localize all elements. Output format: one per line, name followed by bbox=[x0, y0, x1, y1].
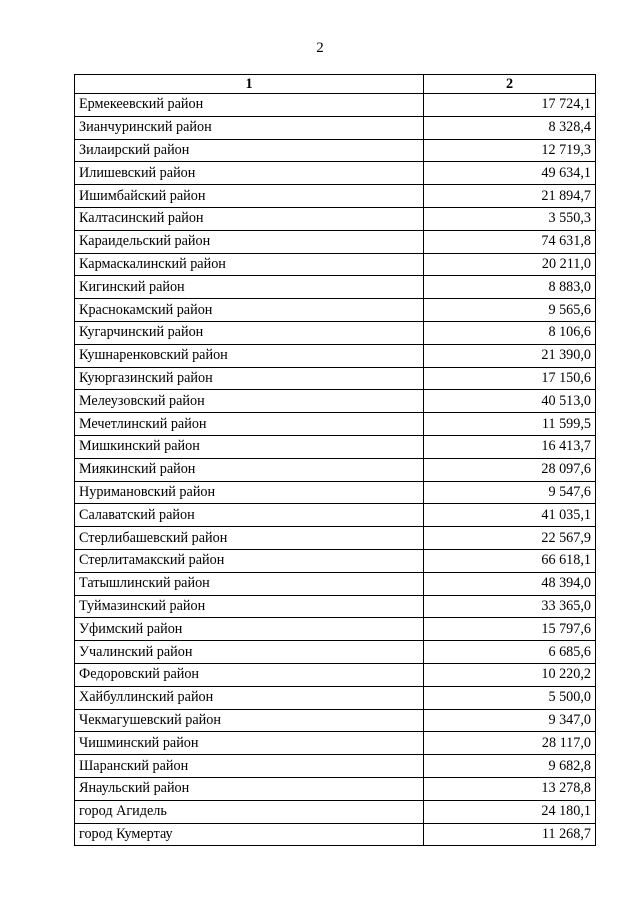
district-name-cell: Стерлитамакский район bbox=[75, 549, 424, 572]
district-name-cell: Нуримановский район bbox=[75, 481, 424, 504]
district-name-cell: Куюргазинский район bbox=[75, 367, 424, 390]
district-name-cell: Янаульский район bbox=[75, 777, 424, 800]
amount-cell: 8 328,4 bbox=[424, 116, 596, 139]
table-row bbox=[75, 481, 596, 504]
district-name-cell: Мечетлинский район bbox=[75, 413, 424, 436]
amount-cell: 11 268,7 bbox=[424, 823, 596, 846]
table-row bbox=[75, 595, 596, 618]
amount-cell: 5 500,0 bbox=[424, 686, 596, 709]
table-row bbox=[75, 504, 596, 527]
column-header-2: 2 bbox=[424, 75, 596, 94]
district-name-cell: Калтасинский район bbox=[75, 207, 424, 230]
amount-cell: 8 883,0 bbox=[424, 276, 596, 299]
district-name-cell: Чишминский район bbox=[75, 732, 424, 755]
district-name-cell: Зилаирский район bbox=[75, 139, 424, 162]
district-name-cell: город Агидель bbox=[75, 800, 424, 823]
table-row bbox=[75, 207, 596, 230]
amount-cell: 48 394,0 bbox=[424, 572, 596, 595]
district-name-cell: Кушнаренковский район bbox=[75, 344, 424, 367]
amount-cell: 9 565,6 bbox=[424, 299, 596, 322]
district-name-cell: Илишевский район bbox=[75, 162, 424, 185]
amount-cell: 74 631,8 bbox=[424, 230, 596, 253]
district-name-cell: Мелеузовский район bbox=[75, 390, 424, 413]
table-row bbox=[75, 663, 596, 686]
district-name-cell: город Кумертау bbox=[75, 823, 424, 846]
column-header-1: 1 bbox=[75, 75, 424, 94]
amount-cell: 49 634,1 bbox=[424, 162, 596, 185]
table-row bbox=[75, 549, 596, 572]
table-row bbox=[75, 572, 596, 595]
district-name-cell: Кигинский район bbox=[75, 276, 424, 299]
district-name-cell: Салаватский район bbox=[75, 504, 424, 527]
amount-cell: 9 682,8 bbox=[424, 755, 596, 778]
amount-cell: 66 618,1 bbox=[424, 549, 596, 572]
table-row bbox=[75, 299, 596, 322]
table-row bbox=[75, 230, 596, 253]
table-row bbox=[75, 276, 596, 299]
amount-cell: 8 106,6 bbox=[424, 321, 596, 344]
table-row bbox=[75, 185, 596, 208]
table-header-row bbox=[75, 75, 596, 94]
table-row bbox=[75, 709, 596, 732]
amount-cell: 40 513,0 bbox=[424, 390, 596, 413]
amount-cell: 22 567,9 bbox=[424, 527, 596, 550]
district-name-cell: Кармаскалинский район bbox=[75, 253, 424, 276]
table-row bbox=[75, 823, 596, 846]
district-name-cell: Уфимский район bbox=[75, 618, 424, 641]
table-body bbox=[75, 94, 596, 846]
table-row bbox=[75, 253, 596, 276]
table-row bbox=[75, 777, 596, 800]
amount-cell: 12 719,3 bbox=[424, 139, 596, 162]
amount-cell: 17 150,6 bbox=[424, 367, 596, 390]
district-name-cell: Ермекеевский район bbox=[75, 94, 424, 117]
table-row bbox=[75, 94, 596, 117]
table-row bbox=[75, 458, 596, 481]
amount-cell: 17 724,1 bbox=[424, 94, 596, 117]
district-name-cell: Мишкинский район bbox=[75, 435, 424, 458]
amount-cell: 13 278,8 bbox=[424, 777, 596, 800]
table-row bbox=[75, 732, 596, 755]
district-name-cell: Краснокамский район bbox=[75, 299, 424, 322]
table-row bbox=[75, 321, 596, 344]
district-name-cell: Туймазинский район bbox=[75, 595, 424, 618]
district-name-cell: Учалинский район bbox=[75, 641, 424, 664]
data-table bbox=[74, 74, 596, 846]
table-row bbox=[75, 755, 596, 778]
amount-cell: 28 097,6 bbox=[424, 458, 596, 481]
district-name-cell: Чекмагушевский район bbox=[75, 709, 424, 732]
district-name-cell: Ишимбайский район bbox=[75, 185, 424, 208]
amount-cell: 21 894,7 bbox=[424, 185, 596, 208]
amount-cell: 20 211,0 bbox=[424, 253, 596, 276]
district-name-cell: Хайбуллинский район bbox=[75, 686, 424, 709]
amount-cell: 9 347,0 bbox=[424, 709, 596, 732]
district-name-cell: Федоровский район bbox=[75, 663, 424, 686]
amount-cell: 33 365,0 bbox=[424, 595, 596, 618]
table-row bbox=[75, 527, 596, 550]
table-row bbox=[75, 344, 596, 367]
amount-cell: 28 117,0 bbox=[424, 732, 596, 755]
amount-cell: 21 390,0 bbox=[424, 344, 596, 367]
amount-cell: 41 035,1 bbox=[424, 504, 596, 527]
district-name-cell: Татышлинский район bbox=[75, 572, 424, 595]
table-row bbox=[75, 116, 596, 139]
table-row bbox=[75, 800, 596, 823]
district-name-cell: Шаранский район bbox=[75, 755, 424, 778]
table-row bbox=[75, 162, 596, 185]
amount-cell: 11 599,5 bbox=[424, 413, 596, 436]
table-row bbox=[75, 618, 596, 641]
district-name-cell: Зианчуринский район bbox=[75, 116, 424, 139]
district-name-cell: Кугарчинский район bbox=[75, 321, 424, 344]
amount-cell: 9 547,6 bbox=[424, 481, 596, 504]
amount-cell: 24 180,1 bbox=[424, 800, 596, 823]
table-row bbox=[75, 435, 596, 458]
table-row bbox=[75, 413, 596, 436]
district-name-cell: Миякинский район bbox=[75, 458, 424, 481]
amount-cell: 15 797,6 bbox=[424, 618, 596, 641]
amount-cell: 3 550,3 bbox=[424, 207, 596, 230]
table-row bbox=[75, 686, 596, 709]
table-row bbox=[75, 641, 596, 664]
district-name-cell: Стерлибашевский район bbox=[75, 527, 424, 550]
amount-cell: 10 220,2 bbox=[424, 663, 596, 686]
amount-cell: 6 685,6 bbox=[424, 641, 596, 664]
table-row bbox=[75, 139, 596, 162]
district-name-cell: Караидельский район bbox=[75, 230, 424, 253]
table-row bbox=[75, 390, 596, 413]
table-row bbox=[75, 367, 596, 390]
amount-cell: 16 413,7 bbox=[424, 435, 596, 458]
page-number: 2 bbox=[316, 40, 324, 56]
